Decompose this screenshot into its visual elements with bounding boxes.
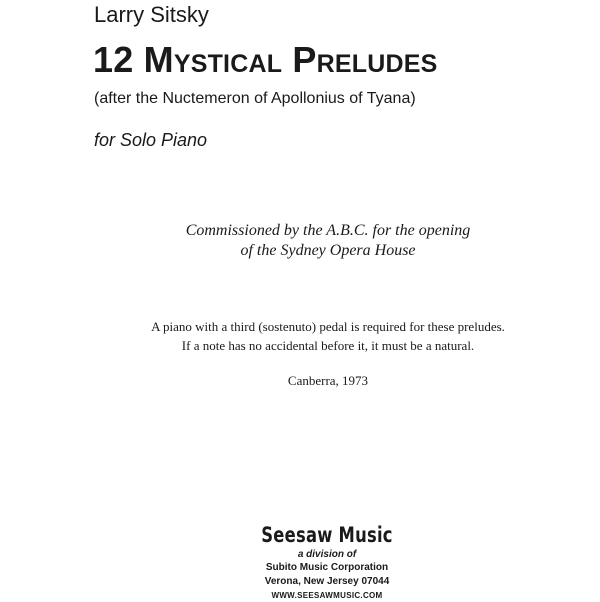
publisher-block xyxy=(0,522,600,602)
work-title: 12 Mystical Preludes xyxy=(93,39,438,80)
work-subtitle: (after the Nuctemeron of Apollonius of Tyana) xyxy=(94,90,416,107)
commission-line-1: Commissioned by the A.B.C. for the opening xyxy=(185,222,471,239)
performance-note-1: A piano with a third (sostenuto) pedal is required for these preludes. xyxy=(151,319,505,334)
commission-note xyxy=(0,221,600,261)
performance-notes xyxy=(0,317,600,355)
publisher-website: WWW.SEESAWMUSIC.COM xyxy=(271,591,383,600)
composer-name: Larry Sitsky xyxy=(94,2,209,27)
publisher-address: Verona, New Jersey 07044 xyxy=(264,576,390,587)
instrumentation: for Solo Piano xyxy=(94,130,208,150)
place-date: Canberra, 1973 xyxy=(287,373,369,388)
publisher-division: a division of xyxy=(297,549,357,560)
publisher-name: Seesaw Music xyxy=(261,523,393,547)
commission-line-2: of the Sydney Opera House xyxy=(240,242,416,259)
publisher-corporation: Subito Music Corporation xyxy=(265,562,389,573)
performance-note-2: If a note has no accidental before it, it must be a natural. xyxy=(181,338,475,353)
